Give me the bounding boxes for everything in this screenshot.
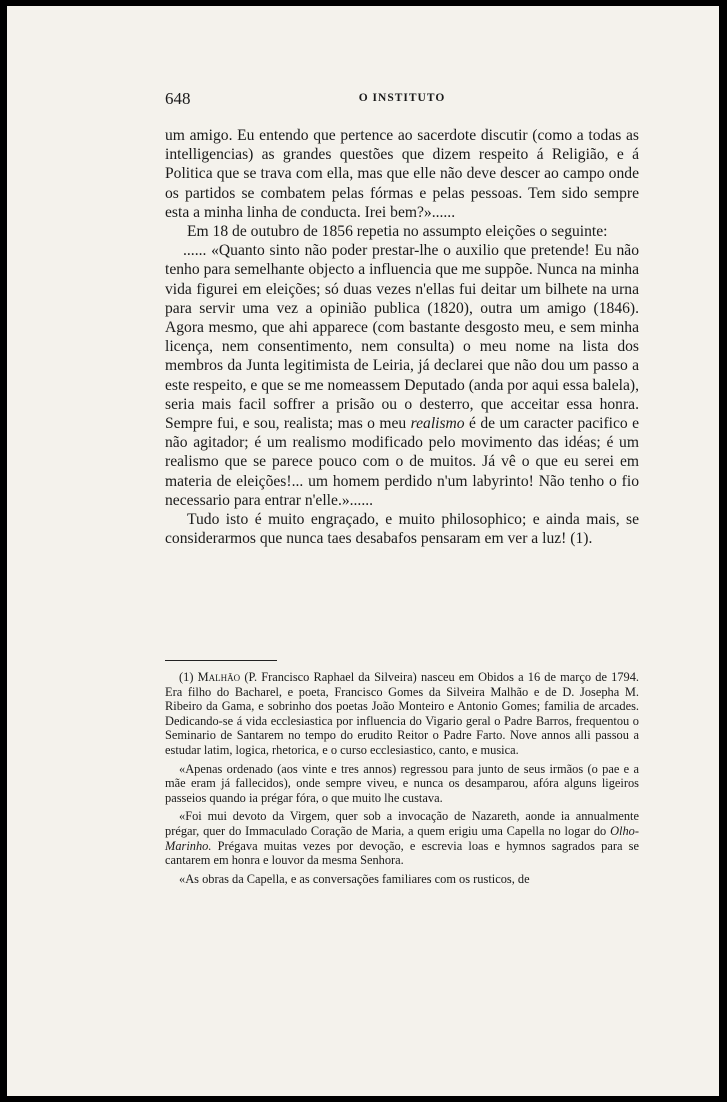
running-title: O INSTITUTO bbox=[358, 92, 446, 104]
footnote-marker: (1) bbox=[179, 670, 194, 684]
footnote-1-text: (P. Francisco Raphael da Silveira) nasceu em Obidos a 16 de março de 1794. Era filho do Bacharel, e poeta, Francisco Gomes da Silveira Malhão e de D. Josepha M. Ribeiro da Gama, e sobrinho dos poetas João Monteiro e Antonio Gomes; familia de arcades. Dedicando-se á vida ecclesiastica por influencia do Vigario geral o Padre Barros, frequentou o Seminario de Santarem no tempo do erudito Reitor o Padre Farto. Nove annos alli passou a estudar latim, logica, rhetorica, e o curso ecclesiastico, canto, e musica. bbox=[165, 670, 639, 757]
footnote-name: Malhão bbox=[197, 670, 241, 684]
footnote-3-text-b: Prégava muitas vezes por devoção, e escrevia loas e hymnos sagrados para se cantarem em honra e louvor da mesma Senhora. bbox=[165, 838, 639, 868]
paragraph-3-text-a: ...... «Quanto sinto não poder prestar-lhe o auxilio que pretende! Eu não tenho para semelhante objecto a influencia que me suppõe. Nunca na minha vida figurei em eleições; só duas vezes n'ellas fui deitar um bilhete na urna para servir uma vez a opinião publica (1820), outra um amigo (1846). Agora mesmo, que ahi apparece (com bastante desgosto meu, e sem minha licença, nem consentimento, nem consulta) o meu nome na lista dos membros da Junta legitimista de Leiria, já declarei que não dou um passo a este respeito, e que se me nomeassem Deputado (anda por aqui essa balela), seria mais facil soffrer a prisão ou o desterro, que acceitar essa honra. Sempre fui, e sou, realista; mas o meu bbox=[165, 242, 639, 433]
footnote-paragraph-3 bbox=[165, 809, 639, 867]
paragraph-3-text-b: é de um caracter pacifico e não agitador; é um realismo modificado pelo movimento das idéas; é um realismo que se parece pouco com o de muitos. Já vê o que eu serei em materia de eleições!... um homem perdido n'um labyrinto! Não tenho o fio necessario para entrar n'elle.»...... bbox=[165, 415, 640, 509]
main-text bbox=[165, 126, 639, 548]
page-header bbox=[165, 89, 639, 111]
paragraph-2: Em 18 de outubro de 1856 repetia no assumpto eleições o seguinte: bbox=[187, 223, 608, 241]
footnote-1 bbox=[165, 670, 639, 758]
paragraph-3-quote bbox=[165, 241, 639, 510]
footnote-paragraph-2: «Apenas ordenado (aos vinte e tres annos) regressou para junto de seus irmãos (o pae e a mãe eram já fallecidos), onde sempre viveu, e nunca os desamparou, afóra alguns ligeiros passeios quando ia prégar fóra, o que muito lhe custava. bbox=[165, 761, 639, 805]
footnote-rule bbox=[165, 660, 277, 661]
footnote-3-text-a: «Foi mui devoto da Virgem, quer sob a invocação de Nazareth, aonde ia annualmente prégar, quer do Immaculado Coração de Maria, a quem erigiu uma Capella no logar do bbox=[165, 809, 639, 838]
footnote-paragraph-4: «As obras da Capella, e as conversações familiares com os rusticos, de bbox=[179, 871, 530, 886]
paragraph-4: Tudo isto é muito engraçado, e muito philosophico; e ainda mais, se considerarmos que nunca taes desabafos pensaram em ver a luz! (1). bbox=[165, 511, 639, 548]
page-number: 648 bbox=[165, 89, 191, 108]
footnotes bbox=[165, 670, 639, 890]
paragraph-3-emphasis: realismo bbox=[410, 415, 465, 433]
book-page bbox=[7, 6, 719, 1096]
paragraph-1: um amigo. Eu entendo que pertence ao sacerdote discutir (como a todas as intelligencias) as grandes questões que dizem respeito á Religião, e á Politica que se trava com ella, mas que elle não deve descer ao campo onde os partidos se combatem pelas fórmas e pelas pessoas. Tem sido sempre esta a minha linha de conducta. Irei bem?»...... bbox=[165, 127, 639, 221]
footnote-3-emphasis: Olho-Marinho. bbox=[165, 823, 639, 853]
